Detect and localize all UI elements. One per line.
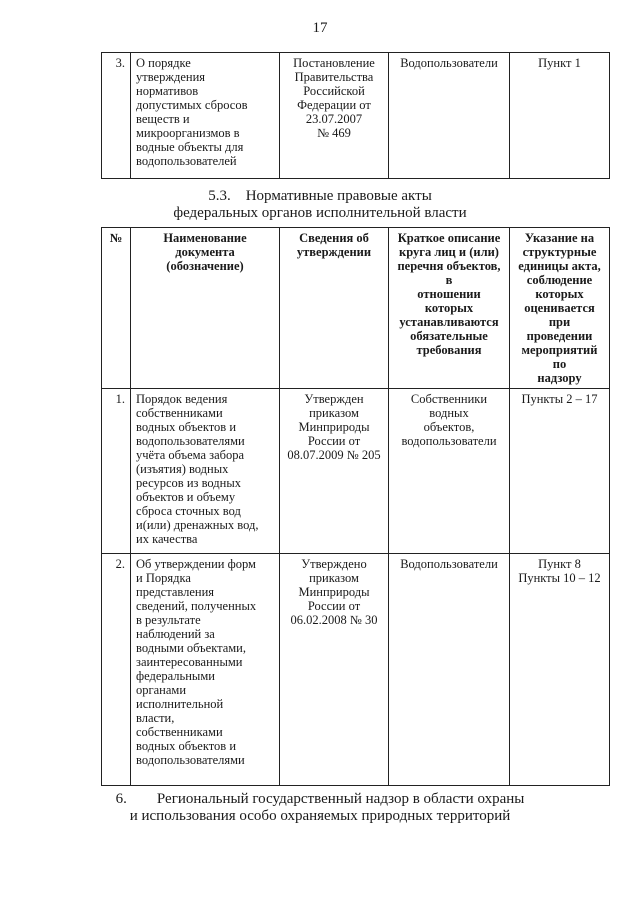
persons-description: Собственники водных объектов, водопользователи bbox=[389, 389, 510, 554]
document-name: О порядке утверждения нормативов допустимых сбросов веществ и микроорганизмов в водные объекты для водопользователей bbox=[131, 53, 280, 179]
header-number: № bbox=[102, 228, 131, 389]
structural-units: Пункт 1 bbox=[510, 53, 610, 179]
table-row bbox=[102, 554, 610, 786]
row-number: 1. bbox=[102, 389, 131, 554]
table-header-row bbox=[102, 228, 610, 389]
row-number: 2. bbox=[102, 554, 131, 786]
header-name: Наименование документа (обозначение) bbox=[131, 228, 280, 389]
page-number: 17 bbox=[312, 20, 328, 36]
document-name: Об утверждении форм и Порядка представления сведений, полученных в результате наблюдений за водными объектами, заинтересованными федеральными органами исполнительной власти, собственниками водных объектов и водопользователями bbox=[131, 554, 280, 786]
document-name: Порядок ведения собственниками водных объектов и водопользователями учёта объема забора (изъятия) водных ресурсов из водных объектов и объему сброса сточных вод и(или) дренажных вод, их качества bbox=[131, 389, 280, 554]
persons-description: Водопользователи bbox=[389, 53, 510, 179]
structural-units: Пункт 8 Пункты 10 – 12 bbox=[510, 554, 610, 786]
approval-info: Утверждено приказом Минприроды России от 06.02.2008 № 30 bbox=[280, 554, 389, 786]
section-heading-5-3: 5.3. Нормативные правовые акты федеральных органов исполнительной власти bbox=[173, 188, 467, 221]
table-row bbox=[102, 53, 610, 179]
header-units: Указание на структурные единицы акта, соблюдение которых оценивается при проведении мероприятий по надзору bbox=[510, 228, 610, 389]
structural-units: Пункты 2 – 17 bbox=[510, 389, 610, 554]
persons-description: Водопользователи bbox=[389, 554, 510, 786]
approval-info: Утвержден приказом Минприроды России от 08.07.2009 № 205 bbox=[280, 389, 389, 554]
table-row bbox=[102, 389, 610, 554]
row-number: 3. bbox=[102, 53, 131, 179]
section-heading-6: 6. Региональный государственный надзор в области охраны и использования особо охраняемых природных территорий bbox=[115, 791, 525, 824]
header-approval: Сведения об утверждении bbox=[280, 228, 389, 389]
header-persons: Краткое описание круга лиц и (или) перечня объектов, в отношении которых устанавливаются обязательные требования bbox=[389, 228, 510, 389]
approval-info: Постановление Правительства Российской Федерации от 23.07.2007 № 469 bbox=[280, 53, 389, 179]
top-table bbox=[101, 52, 610, 179]
main-table bbox=[101, 227, 610, 786]
